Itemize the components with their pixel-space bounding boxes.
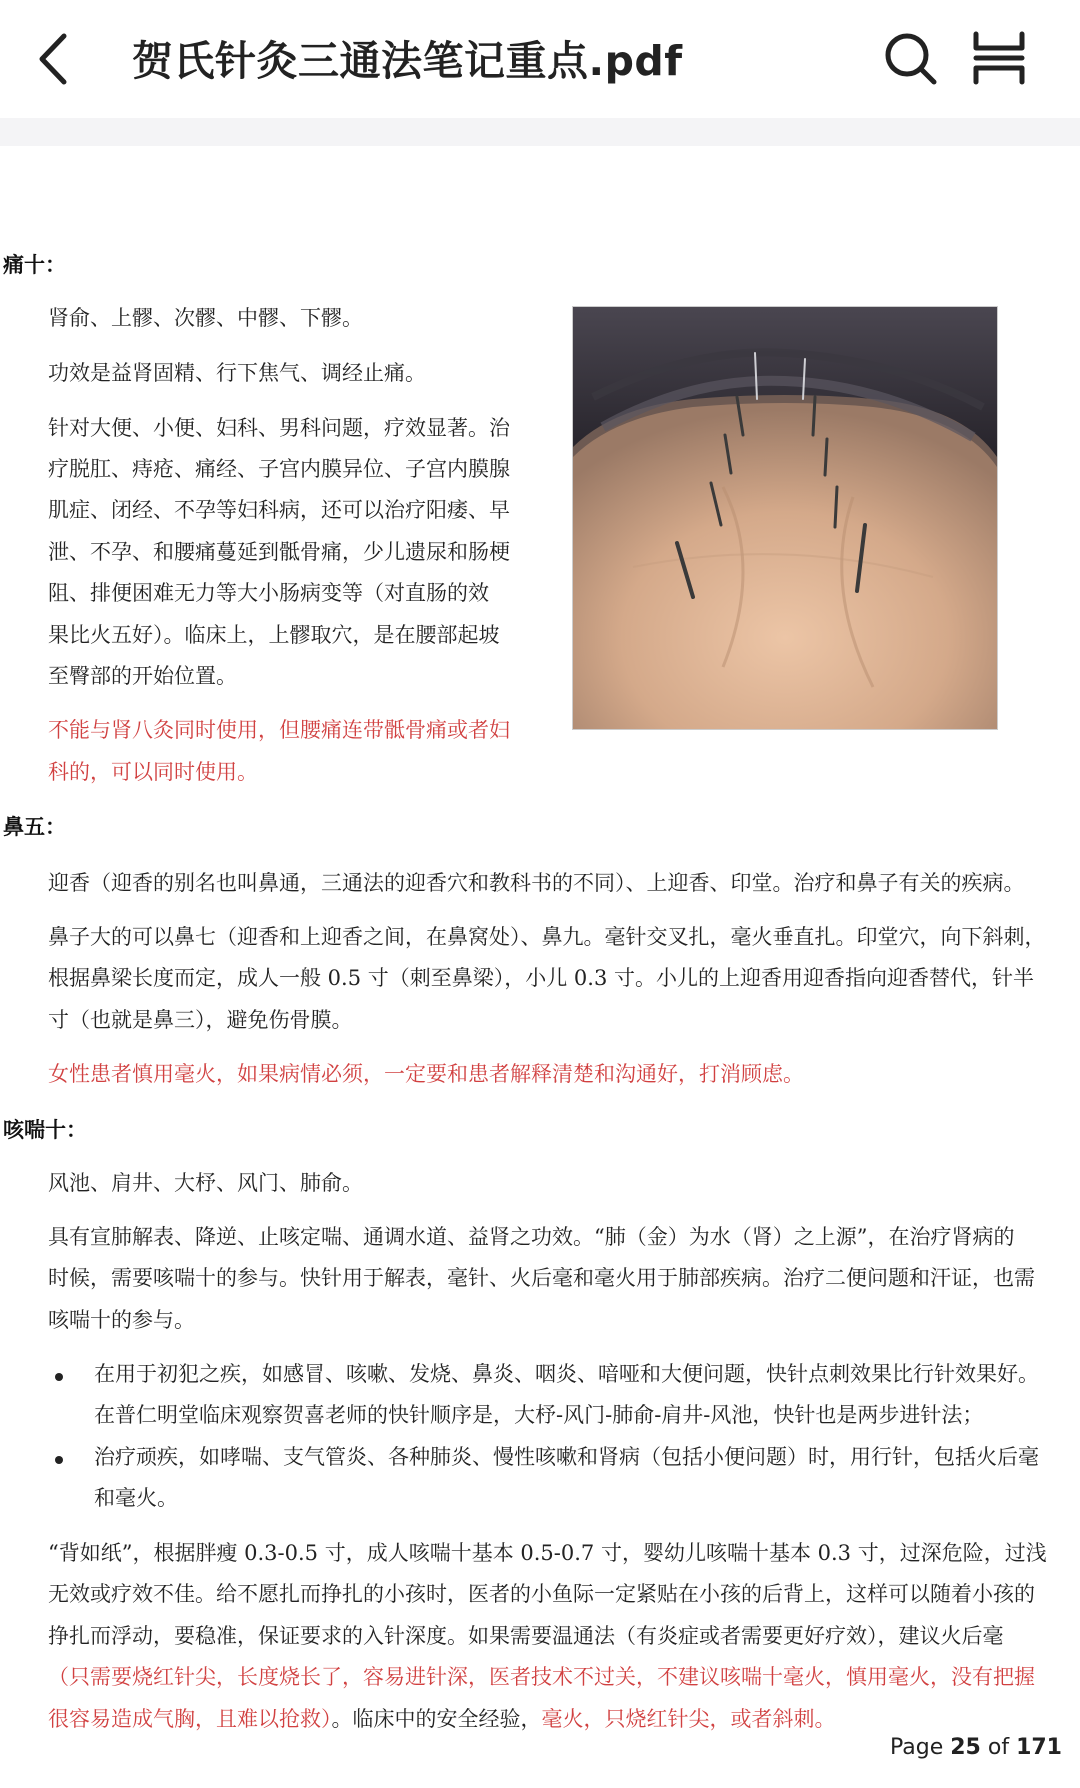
- section-heading-tong: 痛十：: [3, 252, 66, 277]
- warning-line: 科的，可以同时使用。: [48, 760, 258, 784]
- text-line: 咳喘十的参与。: [48, 1308, 195, 1332]
- text-line: 时候，需要咳喘十的参与。快针用于解表，毫针、火后毫和毫火用于肺部疾病。治疗二便问题和汗证，也需: [48, 1266, 1035, 1290]
- section-heading-bi: 鼻五：: [3, 814, 66, 839]
- warning-line: 女性患者慎用毫火，如果病情必须，一定要和患者解释清楚和沟通好，打消顾虑。: [48, 1062, 804, 1086]
- text-line: 针对大便、小便、妇科、男科问题，疗效显著。治: [48, 416, 510, 440]
- search-button[interactable]: [880, 28, 940, 88]
- warning-text: 毫火，只烧红针尖，或者斜刺。: [541, 1707, 836, 1731]
- text-line: 疗脱肛、痔疮、痛经、子宫内膜异位、子宫内膜腺: [48, 457, 510, 481]
- text-line: 肾俞、上髎、次髎、中髎、下髎。: [48, 306, 363, 330]
- page-current: 25: [950, 1735, 981, 1760]
- back-button[interactable]: [30, 26, 80, 92]
- list-item-line: 在普仁明堂临床观察贺喜老师的快针顺序是，大杼-风门-肺俞-肩井-风池，快针也是两步进针法；: [94, 1403, 984, 1427]
- acupuncture-back-photo: [572, 306, 998, 730]
- warning-line: （只需要烧红针尖，长度烧长了，容易进针深，医者技术不过关，不建议咳喘十毫火，慎用毫火，没有把握: [48, 1665, 1035, 1689]
- text-line: 鼻子大的可以鼻七（迎香和上迎香之间，在鼻窝处）、鼻九。毫针交叉扎，毫火垂直扎。印堂穴，向下斜刺，: [48, 925, 1046, 949]
- warning-text: 很容易造成气胸，且难以抢救）: [48, 1707, 332, 1731]
- page-of: of: [980, 1735, 1017, 1760]
- text-line: 功效是益肾固精、行下焦气、调经止痛。: [48, 361, 426, 385]
- text-line: “背如纸”，根据胖瘦 0.3-0.5 寸，成人咳喘十基本 0.5-0.7 寸，婴幼儿咳喘十基本 0.3 寸，过深危险，过浅: [48, 1541, 1047, 1565]
- list-item-line: 治疗顽疾，如哮喘、支气管炎、各种肺炎、慢性咳嗽和肾病（包括小便问题）时，用行针，包括火后毫: [94, 1445, 1039, 1469]
- text-line: 泄、不孕、和腰痛蔓延到骶骨痛，少儿遗尿和肠梗: [48, 540, 510, 564]
- body-text: 。临床中的安全经验，: [331, 1707, 542, 1731]
- toolbar-shadow-band: [0, 118, 1080, 146]
- text-line: 阻、排便困难无力等大小肠病变等（对直肠的效: [48, 581, 489, 605]
- expand-button[interactable]: [970, 30, 1028, 86]
- text-line: 至臀部的开始位置。: [48, 664, 237, 688]
- text-line: 肌症、闭经、不孕等妇科病，还可以治疗阳痿、早: [48, 498, 510, 522]
- chevron-left-icon: [30, 26, 80, 92]
- bullet-dot: [55, 1456, 63, 1464]
- page-indicator: [890, 1735, 1062, 1760]
- text-line: 果比火五好）。临床上，上髎取穴，是在腰部起坡: [48, 623, 500, 647]
- search-icon: [880, 28, 940, 88]
- page-prefix: Page: [889, 1735, 951, 1760]
- mixed-line: [48, 1699, 836, 1740]
- section-heading-kechuan: 咳喘十：: [3, 1117, 87, 1142]
- warning-line: 不能与肾八灸同时使用，但腰痛连带骶骨痛或者妇: [48, 718, 510, 742]
- text-line: 寸（也就是鼻三），避免伤骨膜。: [48, 1008, 353, 1032]
- expand-icon: [970, 30, 1028, 86]
- list-item-line: 和毫火。: [94, 1486, 178, 1510]
- text-line: 风池、肩井、大杼、风门、肺俞。: [48, 1171, 363, 1195]
- acupuncture-illustration: [573, 307, 997, 729]
- text-line: 迎香（迎香的别名也叫鼻通，三通法的迎香穴和教科书的不同）、上迎香、印堂。治疗和鼻子有关的疾病。: [48, 871, 1025, 895]
- top-bar: [0, 0, 1080, 119]
- bullet-dot: [55, 1373, 63, 1381]
- text-line: 无效或疗效不佳。给不愿扎而挣扎的小孩时，医者的小鱼际一定紧贴在小孩的后背上，这样可以随着小孩的: [48, 1582, 1035, 1606]
- list-item-line: 在用于初犯之疾，如感冒、咳嗽、发烧、鼻炎、咽炎、喑哑和大便问题，快针点刺效果比行针效果好。: [94, 1362, 1039, 1386]
- text-line: 挣扎而浮动，要稳准，保证要求的入针深度。如果需要温通法（有炎症或者需要更好疗效），建议火后毫: [48, 1624, 1004, 1648]
- page-total: 171: [1016, 1735, 1062, 1760]
- text-line: 具有宣肺解表、降逆、止咳定喘、通调水道、益肾之功效。“肺（金）为水（肾）之上源”，在治疗肾病的: [48, 1225, 1015, 1249]
- text-line: 根据鼻梁长度而定，成人一般 0.5 寸（刺至鼻梁），小儿 0.3 寸。小儿的上迎香用迎香指向迎香替代，针半: [48, 966, 1034, 990]
- document-title: 贺氏针灸三通法笔记重点.pdf: [132, 37, 683, 85]
